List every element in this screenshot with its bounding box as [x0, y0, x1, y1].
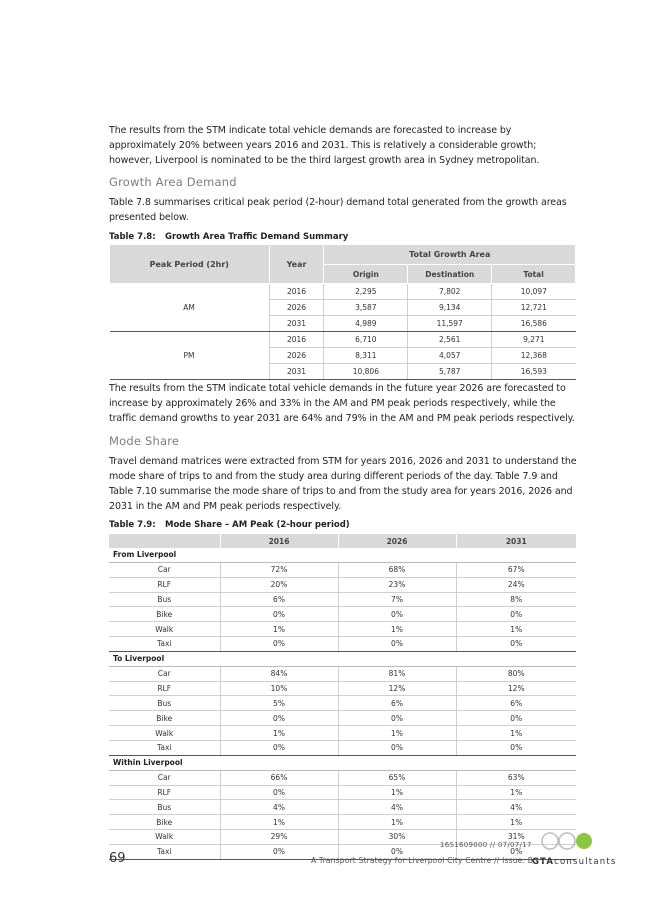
mode-cell: Taxi — [109, 844, 220, 859]
destination-cell: 11,597 — [408, 316, 492, 332]
year-cell: 2016 — [269, 332, 324, 348]
share-cell: 7% — [338, 592, 456, 607]
share-cell: 0% — [456, 711, 576, 726]
mode-cell: Car — [109, 562, 220, 577]
mode-cell: Car — [109, 666, 220, 681]
table-row — [109, 562, 576, 577]
share-cell: 0% — [456, 607, 576, 622]
destination-cell: 7,802 — [408, 284, 492, 300]
intro-paragraph: The results from the STM indicate total vehicle demands are forecasted to increase by approximately 20% between years 2016 and 2031. This is relatively a considerable growth; however, Liverpool is nominated to be the third largest growth area in Sydney metropolitan. — [109, 125, 540, 166]
share-cell: 6% — [456, 696, 576, 711]
share-cell: 0% — [220, 711, 338, 726]
header-year-2026: 2026 — [338, 534, 456, 548]
share-cell: 0% — [338, 844, 456, 859]
mode-cell: RLF — [109, 785, 220, 800]
table-row — [110, 332, 576, 348]
share-cell: 20% — [220, 577, 338, 592]
logo-wordmark — [532, 857, 617, 867]
header-total-growth-area: Total Growth Area — [324, 245, 576, 265]
share-cell: 6% — [338, 696, 456, 711]
section-title: To Liverpool — [109, 651, 576, 666]
logo-ring-middle — [559, 833, 575, 849]
results-paragraph: The results from the STM indicate total vehicle demands in the future year 2026 are forecasted to increase by approximately 26% and 33% in the AM and PM peak periods respectively, while the traffic demand growths to year 2031 are 64% and 79% in the AM and PM peak periods respectively. — [109, 383, 575, 424]
growth-area-paragraph: Table 7.8 summarises critical peak period (2-hour) demand total generated from the growth areas presented below. — [109, 197, 567, 223]
table-row — [109, 815, 576, 830]
table-row — [109, 726, 576, 741]
share-cell: 0% — [220, 844, 338, 859]
table-7-9-title: Mode Share – AM Peak (2-hour period) — [165, 520, 350, 530]
share-cell: 66% — [220, 770, 338, 785]
mode-cell: Walk — [109, 830, 220, 845]
share-cell: 80% — [456, 666, 576, 681]
mode-cell: Car — [109, 770, 220, 785]
mode-share-table-body — [109, 534, 576, 859]
total-cell: 16,586 — [492, 316, 576, 332]
share-cell: 0% — [220, 740, 338, 755]
share-cell: 0% — [456, 844, 576, 859]
destination-cell: 5,787 — [408, 364, 492, 380]
table-7-8-title: Growth Area Traffic Demand Summary — [165, 232, 349, 242]
share-cell: 1% — [456, 726, 576, 741]
footer-reference: 16S1609000 // 07/07/17 — [440, 841, 532, 849]
table-row — [109, 637, 576, 652]
share-cell: 23% — [338, 577, 456, 592]
section-row — [109, 651, 576, 666]
period-am: AM — [110, 284, 270, 332]
growth-demand-table — [109, 244, 576, 380]
share-cell: 0% — [338, 637, 456, 652]
share-cell: 4% — [338, 800, 456, 815]
share-cell: 0% — [338, 740, 456, 755]
mode-cell: Bus — [109, 696, 220, 711]
destination-cell: 2,561 — [408, 332, 492, 348]
share-cell: 81% — [338, 666, 456, 681]
share-cell: 1% — [456, 785, 576, 800]
share-cell: 1% — [338, 726, 456, 741]
share-cell: 0% — [456, 637, 576, 652]
share-cell: 5% — [220, 696, 338, 711]
share-cell: 0% — [220, 637, 338, 652]
mode-share-table — [109, 534, 576, 860]
share-cell: 0% — [220, 607, 338, 622]
table-row — [109, 711, 576, 726]
table-row — [109, 681, 576, 696]
table-row — [109, 740, 576, 755]
share-cell: 4% — [220, 800, 338, 815]
total-cell: 16,593 — [492, 364, 576, 380]
section-title: Within Liverpool — [109, 755, 576, 770]
share-cell: 1% — [220, 726, 338, 741]
table-row — [109, 666, 576, 681]
table-row — [110, 284, 576, 300]
destination-cell: 4,057 — [408, 348, 492, 364]
footer-title: A Transport Strategy for Liverpool City Centre // Issue: B — [311, 856, 534, 865]
share-cell: 68% — [338, 562, 456, 577]
table-7-9-number: Table 7.9: — [109, 520, 156, 530]
share-cell: 31% — [456, 830, 576, 845]
share-cell: 1% — [456, 622, 576, 637]
header-year-2031: 2031 — [456, 534, 576, 548]
header-year: Year — [269, 245, 324, 284]
mode-share-paragraph: Travel demand matrices were extracted from STM for years 2016, 2026 and 2031 to understand the mode share of trips to and from the study area during different periods of the day. Table 7.9 and Table 7.10 summarise the mode share of trips to and from the study area for years 2016, 2026 and 2031 in the AM and PM peak periods respectively. — [109, 456, 577, 512]
year-cell: 2031 — [269, 364, 324, 380]
share-cell: 1% — [338, 785, 456, 800]
share-cell: 24% — [456, 577, 576, 592]
share-cell: 29% — [220, 830, 338, 845]
share-cell: 1% — [338, 815, 456, 830]
origin-cell: 8,311 — [324, 348, 408, 364]
mode-cell: Bus — [109, 592, 220, 607]
total-cell: 9,271 — [492, 332, 576, 348]
destination-cell: 9,134 — [408, 300, 492, 316]
mode-cell: Walk — [109, 622, 220, 637]
header-year-2016: 2016 — [220, 534, 338, 548]
share-cell: 65% — [338, 770, 456, 785]
share-cell: 67% — [456, 562, 576, 577]
share-cell: 6% — [220, 592, 338, 607]
share-cell: 1% — [220, 815, 338, 830]
share-cell: 30% — [338, 830, 456, 845]
table-row — [109, 785, 576, 800]
period-pm: PM — [110, 332, 270, 380]
share-cell: 1% — [456, 815, 576, 830]
year-cell: 2016 — [269, 284, 324, 300]
mode-cell: Bus — [109, 800, 220, 815]
table-row — [109, 622, 576, 637]
share-cell: 1% — [338, 622, 456, 637]
table-row — [109, 770, 576, 785]
table-row — [109, 800, 576, 815]
logo-dot — [576, 833, 592, 849]
header-blank — [109, 534, 220, 548]
share-cell: 0% — [338, 607, 456, 622]
year-cell: 2031 — [269, 316, 324, 332]
table-7-8-number: Table 7.8: — [109, 232, 156, 242]
logo-wordmark-bold: GTA — [532, 857, 555, 867]
share-cell: 63% — [456, 770, 576, 785]
share-cell: 12% — [456, 681, 576, 696]
year-cell: 2026 — [269, 348, 324, 364]
share-cell: 10% — [220, 681, 338, 696]
page-number: 69 — [109, 851, 126, 866]
header-peak-period: Peak Period (2hr) — [110, 245, 270, 284]
table-row — [109, 696, 576, 711]
section-title: From Liverpool — [109, 548, 576, 562]
table-7-9-caption — [109, 520, 350, 530]
logo-wordmark-rest: consultants — [554, 857, 617, 867]
total-cell: 12,368 — [492, 348, 576, 364]
share-cell: 12% — [338, 681, 456, 696]
mode-cell: Bike — [109, 711, 220, 726]
mode-cell: Bike — [109, 815, 220, 830]
table-row — [109, 607, 576, 622]
share-cell: 72% — [220, 562, 338, 577]
origin-cell: 10,806 — [324, 364, 408, 380]
share-cell: 1% — [220, 622, 338, 637]
table-row — [109, 577, 576, 592]
header-destination: Destination — [408, 265, 492, 284]
header-origin: Origin — [324, 265, 408, 284]
origin-cell: 6,710 — [324, 332, 408, 348]
share-cell: 0% — [220, 785, 338, 800]
total-cell: 12,721 — [492, 300, 576, 316]
mode-cell: RLF — [109, 577, 220, 592]
table-row — [109, 592, 576, 607]
share-cell: 84% — [220, 666, 338, 681]
table-7-8-caption — [109, 232, 348, 242]
origin-cell: 4,989 — [324, 316, 408, 332]
origin-cell: 2,295 — [324, 284, 408, 300]
section-row — [109, 755, 576, 770]
share-cell: 8% — [456, 592, 576, 607]
total-cell: 10,097 — [492, 284, 576, 300]
mode-share-heading: Mode Share — [109, 434, 180, 448]
year-cell: 2026 — [269, 300, 324, 316]
mode-cell: Taxi — [109, 637, 220, 652]
origin-cell: 3,587 — [324, 300, 408, 316]
growth-area-heading: Growth Area Demand — [109, 175, 237, 189]
logo-ring-left — [542, 833, 558, 849]
section-row — [109, 548, 576, 562]
mode-cell: Taxi — [109, 740, 220, 755]
share-cell: 4% — [456, 800, 576, 815]
mode-cell: RLF — [109, 681, 220, 696]
mode-cell: Bike — [109, 607, 220, 622]
share-cell: 0% — [338, 711, 456, 726]
header-total: Total — [492, 265, 576, 284]
mode-cell: Walk — [109, 726, 220, 741]
share-cell: 0% — [456, 740, 576, 755]
